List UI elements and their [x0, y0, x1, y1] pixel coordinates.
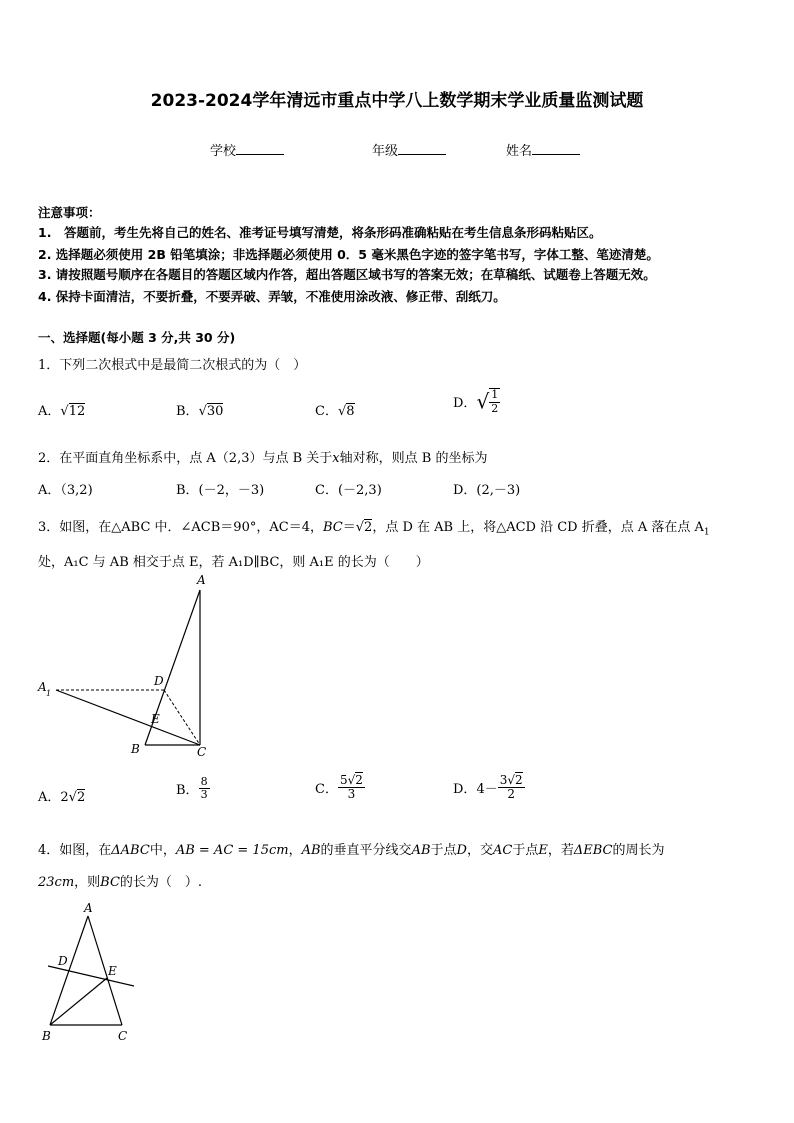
q4-figure — [36, 898, 146, 1048]
label-e: E — [108, 964, 117, 978]
page-title: 2023-2024学年清远市重点中学八上数学期末学业质量监测试题 — [150, 91, 644, 111]
notice-heading: 注意事项： — [38, 205, 101, 220]
segment-dc — [164, 690, 200, 745]
question-4-stem-line1: 4．如图，在ΔABC中，AB = AC = 15cm，AB的垂直平分线交AB于点D，交AC于点E，若ΔEBC的周长为 — [38, 843, 665, 858]
q3-option-d[interactable]: D．4－ $\frac{3√2}{2}$ — [453, 773, 523, 802]
notice-item: 1. 答题前，考生先将自己的姓名、准考证号填写清楚，将条形码准确粘贴在考生信息条形码粘贴区。 — [38, 225, 602, 240]
notice-item: 4. 保持卡面清洁，不要折叠，不要弄破、弄皱，不准使用涂改液、修正带、刮纸刀。 — [38, 289, 506, 304]
name-field[interactable] — [506, 140, 580, 159]
question-1-stem: 1．下列二次根式中是最简二次根式的为（ ） — [38, 358, 307, 373]
q3-option-b[interactable]: B． $\frac{8}{3}$ — [176, 775, 208, 802]
label-b: B — [131, 742, 140, 756]
notice-item: 2. 选择题必须使用 2B 铅笔填涂；非选择题必须使用 0．5 毫米黑色字迹的签字笔书写，字体工整、笔迹清楚。 — [38, 247, 659, 262]
q1-option-b[interactable]: B．√30 — [176, 404, 224, 419]
question-3-stem-line1: 3．如图，在△ABC 中．∠ACB＝90°，AC＝4，BC＝√2，点 D 在 AB 上，将△ACD 沿 CD 折叠，点 A 落在点 $A_1$ — [38, 520, 710, 538]
grade-field[interactable] — [372, 140, 446, 159]
perpendicular-bisector — [48, 966, 134, 986]
q2-option-c[interactable]: C．(－2,3) — [315, 483, 382, 498]
grade-label: 年级 — [372, 144, 399, 159]
label-a: A — [84, 901, 93, 915]
segment-a1c — [56, 690, 200, 745]
q1-option-c[interactable]: C．√8 — [315, 404, 355, 419]
q2-option-d[interactable]: D．(2,－3) — [453, 483, 521, 498]
question-3-stem-line2: 处，A₁C 与 AB 相交于点 E，若 A₁D∥BC，则 A₁E 的长为（ ） — [38, 555, 429, 570]
q1-option-d[interactable]: D．√ $\frac{1}{2}$ — [453, 388, 499, 415]
label-a1: A — [38, 680, 47, 694]
q3-option-c[interactable]: C． $\frac{5√2}{3}$ — [315, 773, 363, 802]
q3-option-a[interactable]: A．2√2 — [38, 790, 86, 805]
q1-option-a[interactable]: A．√12 — [38, 404, 86, 419]
label-c: C — [197, 745, 207, 759]
segment-ac — [88, 916, 122, 1025]
q3-figure — [30, 570, 220, 760]
label-b: B — [42, 1029, 51, 1043]
label-a1-sub: 1 — [46, 689, 52, 698]
label-a: A — [197, 573, 206, 587]
label-c: C — [118, 1029, 128, 1043]
label-e: E — [151, 712, 160, 726]
label-d: D — [154, 674, 164, 688]
section-heading: 一、选择题(每小题 3 分,共 30 分) — [38, 330, 236, 345]
school-field[interactable] — [210, 140, 284, 159]
name-label: 姓名 — [506, 144, 533, 159]
question-2-stem: 2．在平面直角坐标系中，点 A（2,3）与点 B 关于x轴对称，则点 B 的坐标为 — [38, 451, 488, 466]
notice-item: 3. 请按照题号顺序在各题目的答题区域内作答，超出答题区域书写的答案无效；在草稿纸、试题卷上答题无效。 — [38, 267, 656, 282]
q2-option-a[interactable]: A．（3,2) — [38, 483, 93, 498]
label-d: D — [58, 954, 68, 968]
question-4-stem-line2: 23cm，则BC的长为（ ）. — [38, 875, 203, 890]
school-label: 学校 — [210, 144, 237, 159]
q2-option-b[interactable]: B．(－2，－3) — [176, 483, 265, 498]
